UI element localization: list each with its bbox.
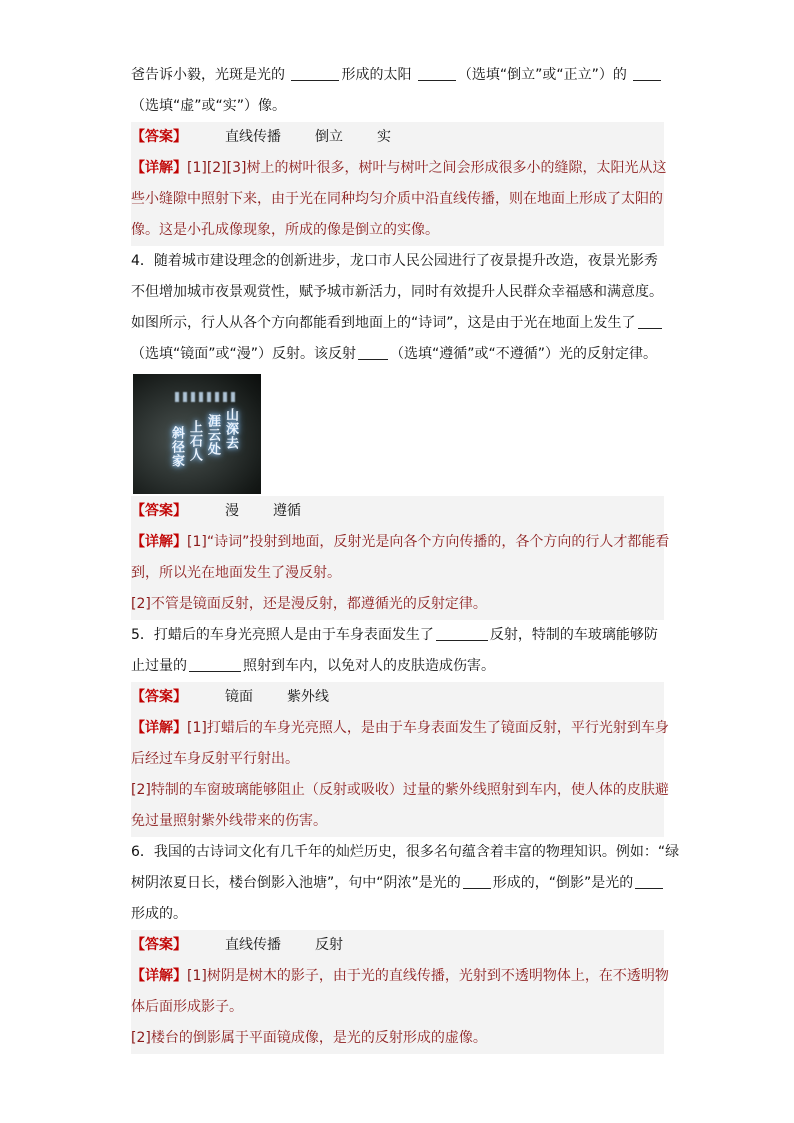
q3-answer: 【答案】 直线传播 倒立 实 bbox=[131, 122, 664, 153]
q4-detail: 【详解】[1]“诗词”投射到地面，反射光是向各个方向传播的，各个方向的行人才都能看 到，所以光在地面发生了漫反射。 [2]不管是镜面反射，还是漫反射，都遵循光的反射定律。 bbox=[131, 527, 664, 620]
glow-text: 斜径家 bbox=[169, 426, 184, 468]
glow-text: 上石人 bbox=[187, 420, 202, 462]
q3-stem-line-1: 爸告诉小毅，光斑是光的 形成的太阳 （选填“倒立”或“正立”）的 bbox=[131, 60, 664, 91]
q6-stem-line-1: 6．我国的古诗词文化有几千年的灿烂历史，很多名句蕴含着丰富的物理知识。例如：“绿 bbox=[131, 844, 680, 860]
answer-blank[interactable] bbox=[291, 66, 339, 81]
poem-projection-photo bbox=[133, 374, 261, 494]
glow-text: 涯云处 bbox=[205, 414, 220, 456]
q5-answer: 【答案】 镜面 紫外线 bbox=[131, 682, 664, 713]
answer-blank[interactable] bbox=[633, 66, 661, 81]
q5-stem-line-1: 5．打蜡后的车身光亮照人是由于车身表面发生了 反射，特制的车玻璃能够防 bbox=[131, 627, 658, 643]
q6-answer: 【答案】 直线传播 反射 bbox=[131, 930, 664, 961]
light-dots bbox=[175, 392, 235, 402]
q4-stem-line-2: 不但增加城市夜景观赏性，赋予城市新活力，同时有效提升人民群众幸福感和满意度。 bbox=[131, 284, 663, 300]
q6-detail: 【详解】[1]树阴是树木的影子，由于光的直线传播，光射到不透明物体上，在不透明物 体后面形成影子。 [2]楼台的倒影属于平面镜成像，是光的反射形成的虚像。 bbox=[131, 961, 664, 1054]
glow-text: 山深去 bbox=[223, 408, 238, 450]
q5-detail: 【详解】[1]打蜡后的车身光亮照人，是由于车身表面发生了镜面反射，平行光射到车身 后经过车身反射平行射出。 [2]特制的车窗玻璃能够阻止（反射或吸收）过量的紫外线照射到车内，使人体的皮肤避 免过量照射紫外线带来的伤害。 bbox=[131, 713, 664, 837]
q6-stem-line-2: 树阴浓夏日长，楼台倒影入池塘”，句中“阴浓”是光的 形成的，“倒影”是光的 bbox=[131, 868, 664, 899]
answer-blank[interactable] bbox=[418, 66, 456, 81]
answer-blank[interactable] bbox=[635, 874, 663, 889]
q4-stem-line-3: 如图所示，行人从各个方向都能看到地面上的“诗词”，这是由于光在地面上发生了 bbox=[131, 308, 664, 339]
q4-stem-line-4: （选填“镜面”或“漫”）反射。该反射 （选填“遵循”或“不遵循”）光的反射定律。 bbox=[131, 346, 658, 362]
answer-blank[interactable] bbox=[189, 657, 241, 672]
q4-stem-line-1: 4．随着城市建设理念的创新进步，龙口市人民公园进行了夜景提升改造，夜景光影秀 bbox=[131, 253, 658, 269]
answer-blank[interactable] bbox=[358, 345, 388, 360]
q3-stem-line-2: （选填“虚”或“实”）像。 bbox=[131, 98, 287, 114]
answer-blank[interactable] bbox=[463, 874, 491, 889]
q3-detail: 【详解】[1][2][3]树上的树叶很多，树叶与树叶之间会形成很多小的缝隙，太阳光从这 些小缝隙中照射下来，由于光在同种均匀介质中沿直线传播，则在地面上形成了太阳的 像。这是小孔成像现象，所成的像是倒立的实像。 bbox=[131, 153, 664, 246]
q4-answer: 【答案】 漫 遵循 bbox=[131, 496, 664, 527]
q5-stem-line-2: 止过量的 照射到车内，以免对人的皮肤造成伤害。 bbox=[131, 658, 495, 674]
answer-blank[interactable] bbox=[638, 314, 662, 329]
answer-blank[interactable] bbox=[436, 626, 488, 641]
document-body bbox=[131, 60, 680, 1054]
q6-stem-line-3: 形成的。 bbox=[131, 906, 187, 922]
